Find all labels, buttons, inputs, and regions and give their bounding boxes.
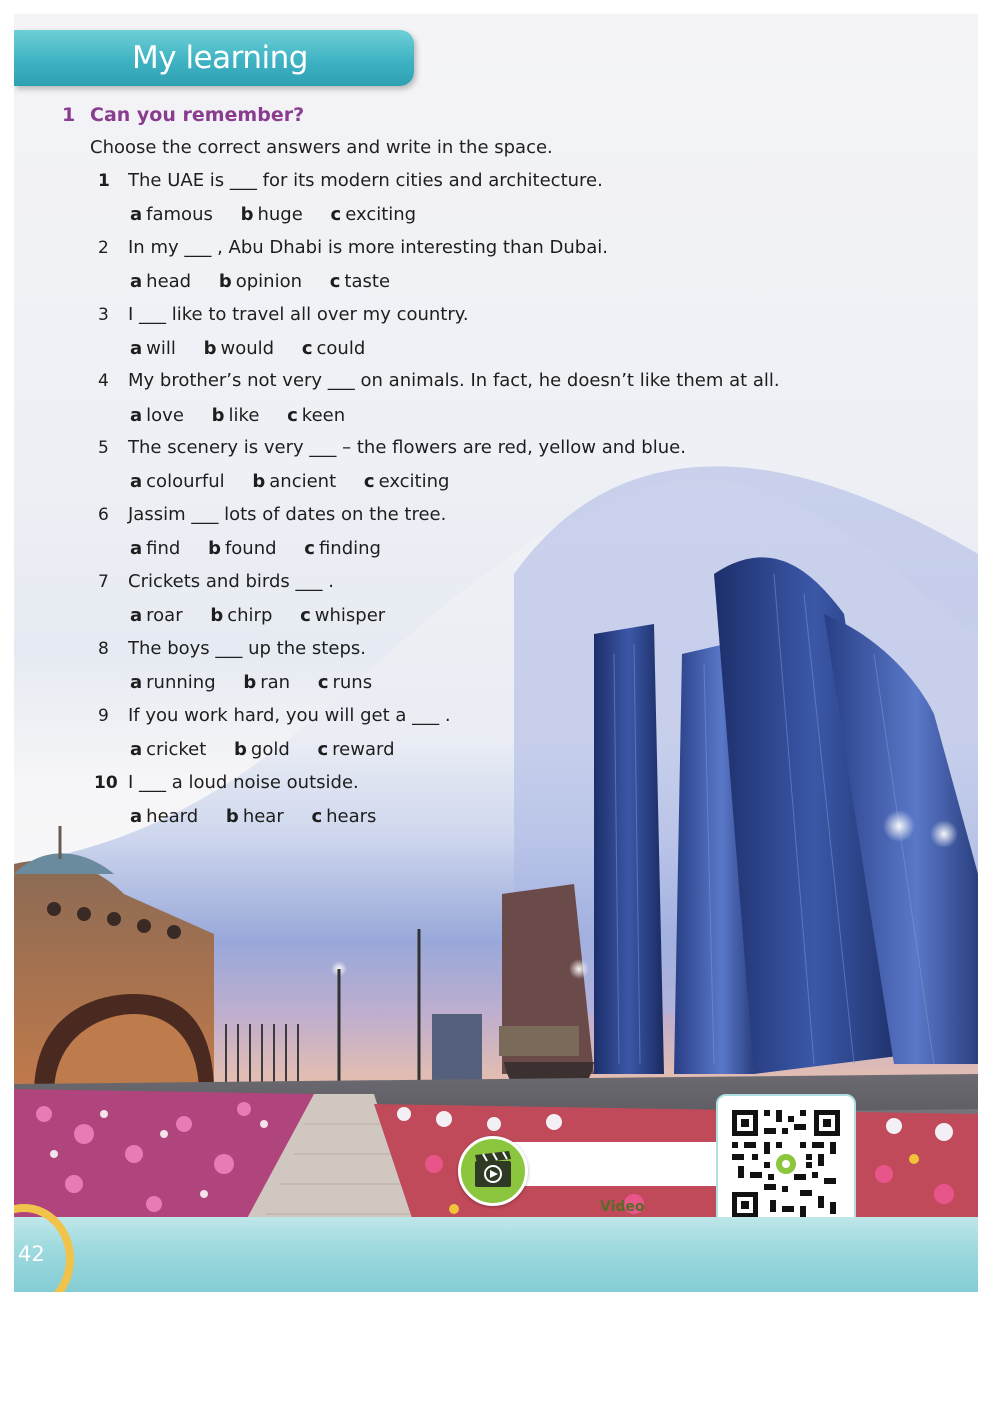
question-row — [98, 638, 366, 659]
option-b[interactable]: b ancient — [252, 471, 337, 492]
options-row — [130, 538, 403, 559]
options-row — [130, 739, 417, 760]
question-row — [98, 304, 469, 325]
question-row — [98, 170, 603, 191]
page-footer — [14, 1217, 978, 1292]
question-text: I ___ a loud noise outside. — [128, 772, 359, 793]
options-row — [130, 271, 412, 292]
video-play-button[interactable] — [458, 1136, 528, 1206]
instruction-text: Choose the correct answers and write in the space. — [90, 137, 553, 158]
question-number: 7 — [98, 572, 109, 592]
question-row — [98, 370, 780, 391]
question-number: 5 — [98, 438, 109, 458]
options-row — [130, 806, 398, 827]
textbook-page — [14, 14, 978, 1292]
question-text: Crickets and birds ___ . — [128, 571, 334, 592]
question-number: 2 — [98, 238, 109, 258]
option-c[interactable]: c whisper — [300, 605, 386, 626]
option-c[interactable]: c exciting — [330, 204, 417, 225]
option-a[interactable]: a cricket — [130, 739, 207, 760]
question-number: 3 — [98, 305, 109, 325]
option-c[interactable]: c hears — [311, 806, 377, 827]
question-text: If you work hard, you will get a ___ . — [128, 705, 451, 726]
question-number: 8 — [98, 639, 109, 659]
clapperboard-icon — [461, 1139, 525, 1203]
question-text: I ___ like to travel all over my country. — [128, 304, 469, 325]
question-row — [98, 437, 686, 458]
question-text: The scenery is very ___ – the flowers are red, yellow and blue. — [128, 437, 686, 458]
option-a[interactable]: a will — [130, 338, 176, 359]
question-text: The UAE is ___ for its modern cities and architecture. — [128, 170, 603, 191]
options-row — [130, 605, 407, 626]
question-text: My brother’s not very ___ on animals. In fact, he doesn’t like them at all. — [128, 370, 780, 391]
option-c[interactable]: c keen — [287, 405, 346, 426]
options-row — [130, 672, 394, 693]
option-a[interactable]: a famous — [130, 204, 213, 225]
question-text: The boys ___ up the steps. — [128, 638, 366, 659]
options-row — [130, 405, 367, 426]
question-text: Jassim ___ lots of dates on the tree. — [128, 504, 447, 525]
option-c[interactable]: c runs — [317, 672, 373, 693]
options-row — [130, 471, 471, 492]
question-row — [98, 571, 334, 592]
option-b[interactable]: b like — [211, 405, 260, 426]
question-text: In my ___ , Abu Dhabi is more interesting than Dubai. — [128, 237, 608, 258]
option-a[interactable]: a colourful — [130, 471, 225, 492]
page-number: 42 — [18, 1242, 45, 1266]
option-a[interactable]: a roar — [130, 605, 183, 626]
option-b[interactable]: b gold — [234, 739, 290, 760]
question-number: 10 — [94, 773, 118, 793]
option-a[interactable]: a heard — [130, 806, 199, 827]
question-row — [98, 705, 451, 726]
option-b[interactable]: b chirp — [210, 605, 273, 626]
option-b[interactable]: b ran — [243, 672, 291, 693]
option-c[interactable]: c could — [301, 338, 366, 359]
option-b[interactable]: b hear — [225, 806, 284, 827]
option-b[interactable]: b huge — [240, 204, 303, 225]
section-number: 1 — [62, 104, 76, 126]
option-c[interactable]: c exciting — [363, 471, 450, 492]
page-title: My learning — [132, 40, 308, 76]
question-row — [94, 772, 359, 793]
qr-code-card[interactable] — [716, 1094, 856, 1236]
question-number: 4 — [98, 371, 109, 391]
options-row — [130, 204, 438, 225]
question-row — [98, 237, 608, 258]
question-row — [98, 504, 446, 525]
section-title: Can you remember? — [90, 104, 305, 126]
option-c[interactable]: c finding — [304, 538, 381, 559]
option-a[interactable]: a find — [130, 538, 181, 559]
option-b[interactable]: b would — [203, 338, 275, 359]
question-number: 1 — [98, 171, 110, 191]
question-number: 9 — [98, 706, 109, 726]
question-number: 6 — [98, 505, 109, 525]
option-b[interactable]: b opinion — [218, 271, 303, 292]
option-a[interactable]: a head — [130, 271, 192, 292]
option-b[interactable]: b found — [208, 538, 277, 559]
options-row — [130, 338, 387, 359]
qr-code-icon — [718, 1096, 854, 1234]
video-label: Video — [600, 1199, 645, 1215]
option-a[interactable]: a running — [130, 672, 216, 693]
option-c[interactable]: c taste — [329, 271, 391, 292]
option-a[interactable]: a love — [130, 405, 184, 426]
option-c[interactable]: c reward — [317, 739, 395, 760]
